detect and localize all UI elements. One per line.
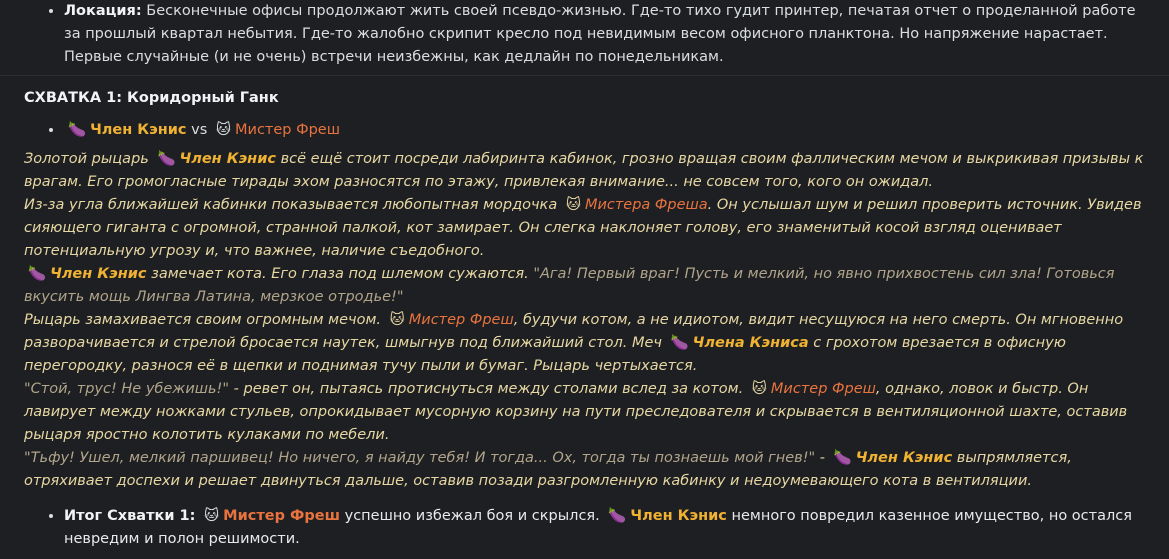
knight-name: Член Кэнис	[90, 122, 187, 138]
summary-label: Итог Схватки 1:	[64, 508, 196, 524]
cat-icon: 🐱	[215, 122, 232, 138]
story-paragraph-4	[24, 309, 1154, 378]
knight-quote: "Ага! Первый враг! Пусть и мелкий, но явно прихвостень сил зла! Готовься вкусить мощь Лингва Латина, мерзкое отродье!"	[24, 266, 1115, 305]
p2-text-a: Из-за угла ближайшей кабинки показывается любопытная мордочка	[24, 197, 562, 213]
knight-name: Член Кэнис	[630, 508, 727, 524]
p5-text-a: - ревет он, пытаясь протиснуться между столами вслед за котом.	[229, 381, 748, 397]
knight-name: Член Кэнис	[50, 266, 147, 282]
p4-text-a: Рыцарь замахивается своим огромным мечом.	[24, 312, 386, 328]
eggplant-icon: 🍆	[608, 508, 627, 524]
p5-text-b: , однако, ловок и быстр. Он лавирует между ножками стульев, опрокидывает мусорную корзину на пути преследователя и скрывается в вентиляционной шахте, оставив рыцаря яростно колотить кулаками по мебели.	[24, 381, 1128, 443]
knight-name: Член Кэнис	[855, 450, 953, 466]
cat-icon: 🐱	[204, 508, 220, 524]
story-paragraph-5	[24, 378, 1154, 447]
knight-quote: "Тьфу! Ушел, мелкий паршивец! Но ничего, я найду тебя! И тогда... Ох, тогда ты познаешь мой гнев!"	[24, 450, 816, 466]
location-label: Локация:	[64, 3, 142, 19]
summary-text-b: немного повредил казенное имущество, но остался невредим и полон решимости.	[64, 508, 1132, 547]
matchup-item	[64, 119, 1154, 142]
eggplant-icon: 🍆	[157, 151, 176, 167]
battle-heading: СХВАТКА 1: Коридорный Ганк	[24, 90, 279, 106]
eggplant-icon: 🍆	[28, 266, 47, 282]
p1-text-a: Золотой рыцарь	[24, 151, 154, 167]
cat-name: Мистер Фреш	[408, 312, 514, 328]
knight-name: Член Кэнис	[179, 151, 276, 167]
cat-name: Мистера Фреша	[584, 197, 708, 213]
summary-list	[24, 505, 1154, 551]
matchup-list	[24, 119, 1154, 142]
cat-icon: 🐱	[751, 381, 767, 397]
location-item	[64, 0, 1154, 69]
cat-name: Мистер Фреш	[235, 122, 340, 138]
eggplant-icon: 🍆	[833, 450, 852, 466]
divider	[0, 75, 1169, 76]
p6-text-a: -	[815, 450, 830, 466]
p4-text-b: , будучи котом, а не идиотом, видит несущуюся на него смерть. Он мгновенно разворачивается и стрелой бросается наутек, шмыгнув под ближайший стол. Меч	[24, 312, 1124, 351]
p1-text-b: всё ещё стоит посреди лабиринта кабинок, грозно вращая своим фаллическим мечом и выкрикивая призывы к врагам. Его громогласные тирады эхом разносятся по этажу, привлекая внимание... не совсем того, кого он ожидал.	[24, 151, 1144, 190]
summary-text-a: успешно избежал боя и скрылся.	[340, 508, 605, 524]
p6-text-b: выпрямляется, отряхивает доспехи и решает двинуться дальше, оставив позади разгромленную кабинку и недоумевающего кота в вентиляции.	[24, 450, 1072, 489]
p3-text-a: замечает кота. Его глаза под шлемом сужаются.	[146, 266, 534, 282]
story-paragraph-3	[24, 263, 1154, 309]
story-paragraph-2	[24, 194, 1154, 263]
cat-icon: 🐱	[389, 312, 405, 328]
p4-text-c: с грохотом врезается в офисную перегородку, разнося её в щепки и поднимая тучу пыли и бумаг. Рыцарь чертыхается.	[24, 335, 1066, 374]
location-list	[24, 0, 1154, 69]
summary-item	[64, 505, 1154, 551]
vs-label: vs	[191, 122, 208, 138]
message-content	[24, 0, 1154, 551]
knight-name: Члена Кэниса	[692, 335, 809, 351]
eggplant-icon: 🍆	[670, 335, 689, 351]
story-paragraph-1	[24, 148, 1154, 194]
p2-text-b: . Он услышал шум и решил проверить источник. Увидев сияющего гиганта с огромной, странной палкой, кот замирает. Он слегка наклоняет голову, его знаменитый косой взгляд оценивает потенциальную угрозу и, что важнее, наличие съедобного.	[24, 197, 1142, 259]
location-text: Бесконечные офисы продолжают жить своей псевдо-жизнью. Где-то тихо гудит принтер, печатая отчет о проделанной работе за прошлый квартал небытия. Где-то жалобно скрипит кресло под невидимым весом офисного планктона. Но напряжение нарастает. Первые случайные (и не очень) встречи неизбежны, как дедлайн по понедельникам.	[64, 3, 1136, 65]
cat-icon: 🐱	[565, 197, 581, 213]
knight-quote: "Стой, трус! Не убежишь!"	[24, 381, 230, 397]
cat-name: Мистер Фреш	[770, 381, 876, 397]
eggplant-icon: 🍆	[68, 122, 87, 138]
cat-name: Мистер Фреш	[223, 508, 340, 524]
story-paragraph-6	[24, 447, 1154, 493]
